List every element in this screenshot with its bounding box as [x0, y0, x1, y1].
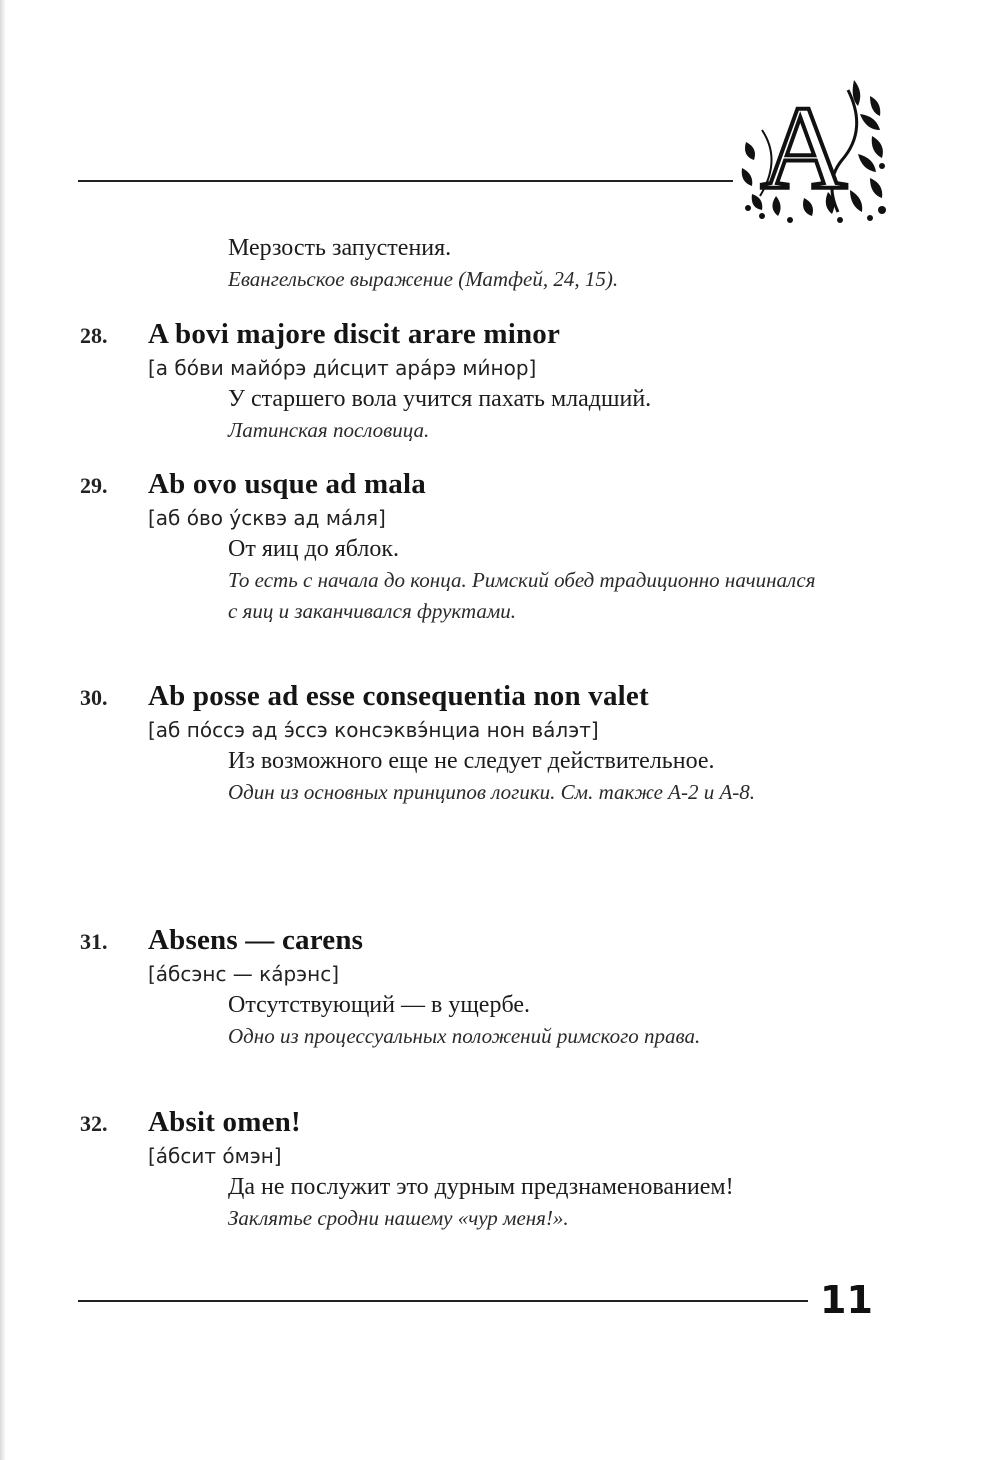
commentary: Латинская пословица. — [228, 418, 430, 442]
pronunciation: [аб о́во у́сквэ ад ма́ля] — [148, 506, 386, 530]
translation: От яиц до яблок. — [228, 536, 400, 562]
latin-phrase: Absit omen! — [148, 1106, 301, 1138]
carryover-translation: Мерзость запустения. — [228, 235, 452, 261]
entry-29 — [80, 468, 940, 627]
latin-phrase: Absens — carens — [148, 924, 364, 956]
commentary: Один из основных принципов логики. См. также А-2 и А-8. — [228, 780, 756, 804]
entry-number: 32. — [80, 1111, 108, 1136]
entry-head — [80, 924, 940, 957]
entry-body — [228, 1171, 828, 1234]
commentary: Заклятье сродни нашему «чур меня!». — [228, 1206, 569, 1230]
entry-head — [80, 468, 940, 501]
entry-body — [228, 533, 828, 627]
entry-number: 28. — [80, 323, 108, 348]
translation: Да не послужит это дурным предзнаменованием! — [228, 1174, 734, 1200]
commentary: То есть с начала до конца. Римский обед традиционно начинался с яиц и заканчивался фруктами. — [228, 568, 816, 623]
latin-phrase: A bovi majore discit arare minor — [148, 318, 561, 350]
translation: Из возможного еще не следует действительное. — [228, 748, 715, 774]
entry-head — [80, 318, 940, 351]
footer-rule — [78, 1300, 808, 1302]
entry-number: 29. — [80, 473, 108, 498]
entry-body — [228, 745, 828, 808]
translation: У старшего вола учится пахать младший. — [228, 386, 652, 412]
pronunciation: [а́бсит о́мэн] — [148, 1144, 282, 1168]
entry-head — [80, 1106, 940, 1139]
entry-number: 31. — [80, 929, 108, 954]
entry-body — [228, 989, 828, 1052]
pronunciation: [аб по́ссэ ад э́ссэ консэквэ́нциа нон ва́лэт] — [148, 718, 599, 742]
commentary: Одно из процессуальных положений римского права. — [228, 1024, 701, 1048]
translation: Отсутствующий — в ущербе. — [228, 992, 530, 1018]
entry-31 — [80, 924, 940, 1052]
entry-number: 30. — [80, 685, 108, 710]
pronunciation: [а бо́ви майо́рэ ди́сцит ара́рэ ми́нор] — [148, 356, 537, 380]
entry-head — [80, 680, 940, 713]
entry-body — [228, 383, 828, 446]
entry-30 — [80, 680, 940, 808]
latin-phrase: Ab ovo usque ad mala — [148, 468, 426, 500]
ornamental-letter-a: A — [760, 81, 848, 214]
ornamental-letter-a-icon — [732, 70, 892, 230]
header-rule — [78, 180, 733, 182]
page-number: 11 — [820, 1278, 873, 1322]
latin-phrase: Ab posse ad esse consequentia non valet — [148, 680, 649, 712]
entry-28 — [80, 318, 940, 446]
pronunciation: [а́бсэнс — ка́рэнс] — [148, 962, 340, 986]
carryover-note: Евангельское выражение (Матфей, 24, 15). — [228, 267, 619, 291]
entry-32 — [80, 1106, 940, 1234]
carryover-entry — [228, 232, 928, 295]
page-edge-shadow — [0, 0, 6, 1460]
